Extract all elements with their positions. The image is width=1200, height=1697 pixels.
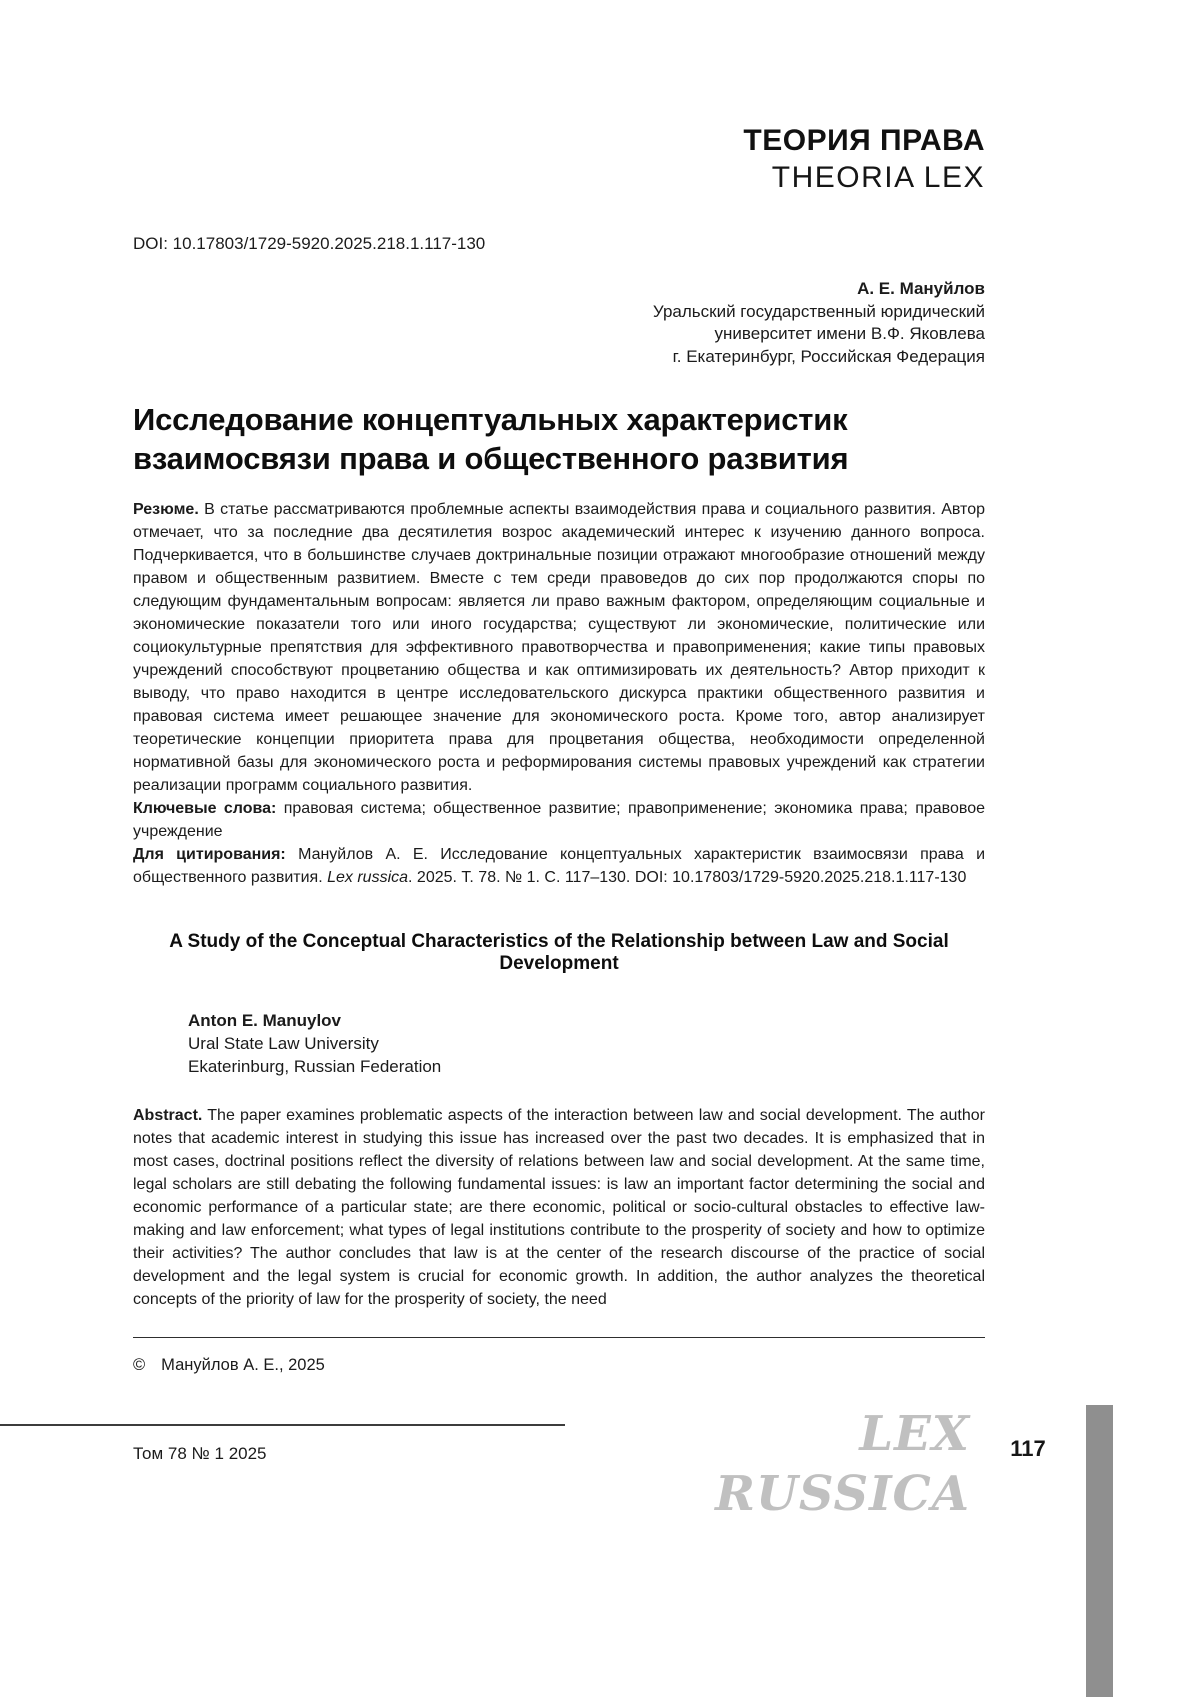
author-name-english: Anton E. Manuylov	[188, 1011, 341, 1030]
rubric-title-russian: ТЕОРИЯ ПРАВА	[743, 124, 985, 157]
abstract-russian	[133, 498, 985, 797]
page-number: 117	[1010, 1436, 1046, 1461]
citation-text-before-journal: Мануйлов А. Е. Исследование концептуальных характеристик взаимосвязи права и общественного развития.	[133, 846, 986, 886]
doi-line: DOI: 10.17803/1729-5920.2025.218.1.117-130	[133, 234, 486, 253]
author-affiliation-line: университет имени В.Ф. Яковлева	[714, 324, 985, 343]
abstract-english	[133, 1104, 985, 1311]
copyright-line	[133, 1356, 985, 1375]
author-name-russian: А. Е. Мануйлов	[857, 279, 985, 298]
keywords-label: Ключевые слова:	[133, 800, 277, 817]
section-rubric	[133, 0, 985, 196]
abstract-english-label: Abstract.	[133, 1107, 203, 1124]
keywords-russian	[133, 797, 985, 843]
author-affiliation-line: г. Екатеринбург, Российская Федерация	[672, 346, 985, 366]
rubric-title-latin: THEORIA LEX	[771, 161, 985, 194]
lex-russica-logo: LEX RUSSICA	[715, 1406, 970, 1522]
copyright-symbol: ©	[133, 1356, 146, 1374]
right-edge-bar	[1086, 1405, 1113, 1697]
author-block-english	[188, 1009, 985, 1078]
citation-russian	[133, 843, 985, 889]
footer-rule	[0, 1424, 565, 1426]
citation-text-after-journal: . 2025. Т. 78. № 1. С. 117–130. DOI: 10.17803/1729-5920.2025.218.1.117-130	[408, 869, 967, 886]
author-affiliation-line: Уральский государственный юридический	[652, 301, 985, 321]
abstract-russian-label: Резюме.	[133, 501, 199, 518]
author-affiliation-line: Ural State Law University	[188, 1034, 379, 1053]
abstract-russian-text: В статье рассматриваются проблемные аспекты взаимодействия права и социального развития. Автор отмечает, что за последние два десятилетия возрос академический интерес к изучению данного вопроса. Подчеркивается, что в большинстве случаев доктринальные позиции отражают многообразие отношений между правом и общественным развитием. Вместе с тем среди правоведов до сих пор продолжаются споры по следующим фундаментальным вопросам: является ли право важным фактором, определяющим социальные и экономические показатели того или иного государства; существуют ли экономические, политические или социокультурные препятствия для эффективного правотворчества и правоприменения; какие типы правовых учреждений способствуют процветанию общества и как оптимизировать их деятельность? Автор приходит к выводу, что право находится в центре исследовательского дискурса практики общественного развития и правовая система имеет решающее значение для экономического роста. Кроме того, автор анализирует теоретические концепции приоритета права для процветания общества, необходимости определенной нормативной базы для экономического роста и реформирования системы правовых учреждений как стратегии реализации программ социального развития.	[133, 501, 985, 794]
copyright-text: Мануйлов А. Е., 2025	[161, 1356, 325, 1374]
article-title-english: A Study of the Conceptual Characteristics of the Relationship between Law and Social Development	[169, 931, 949, 974]
citation-journal-name: Lex russica	[327, 869, 409, 886]
keywords-text: правовая система; общественное развитие; правоприменение; экономика права; правовое учреждение	[133, 800, 985, 840]
author-affiliation-line: Ekaterinburg, Russian Federation	[188, 1057, 442, 1076]
copyright-divider-rule	[133, 1337, 985, 1338]
citation-label: Для цитирования:	[133, 846, 286, 863]
article-title-russian: Исследование концептуальных характеристик взаимосвязи права и общественного развития	[133, 402, 849, 476]
abstract-english-text: The paper examines problematic aspects of the interaction between law and social development. The author notes that academic interest in studying this issue has increased over the past two decades. It is emphasized that in most cases, doctrinal positions reflect the diversity of relations between law and social development. At the same time, legal scholars are still debating the following fundamental issues: is law an important factor determining the social and economic performance of a particular state; are there economic, political or socio-cultural obstacles to effective law-making and law enforcement; what types of legal institutions contribute to the prosperity of society and how to optimize their activities? The author concludes that law is at the center of the research discourse of the practice of social development and the legal system is crucial for economic growth. In addition, the author analyzes the theoretical concepts of the priority of law for the prosperity of society, the need	[133, 1107, 986, 1308]
footer-volume-issue: Том 78 № 1 2025	[133, 1444, 267, 1463]
author-block-russian	[133, 278, 985, 368]
